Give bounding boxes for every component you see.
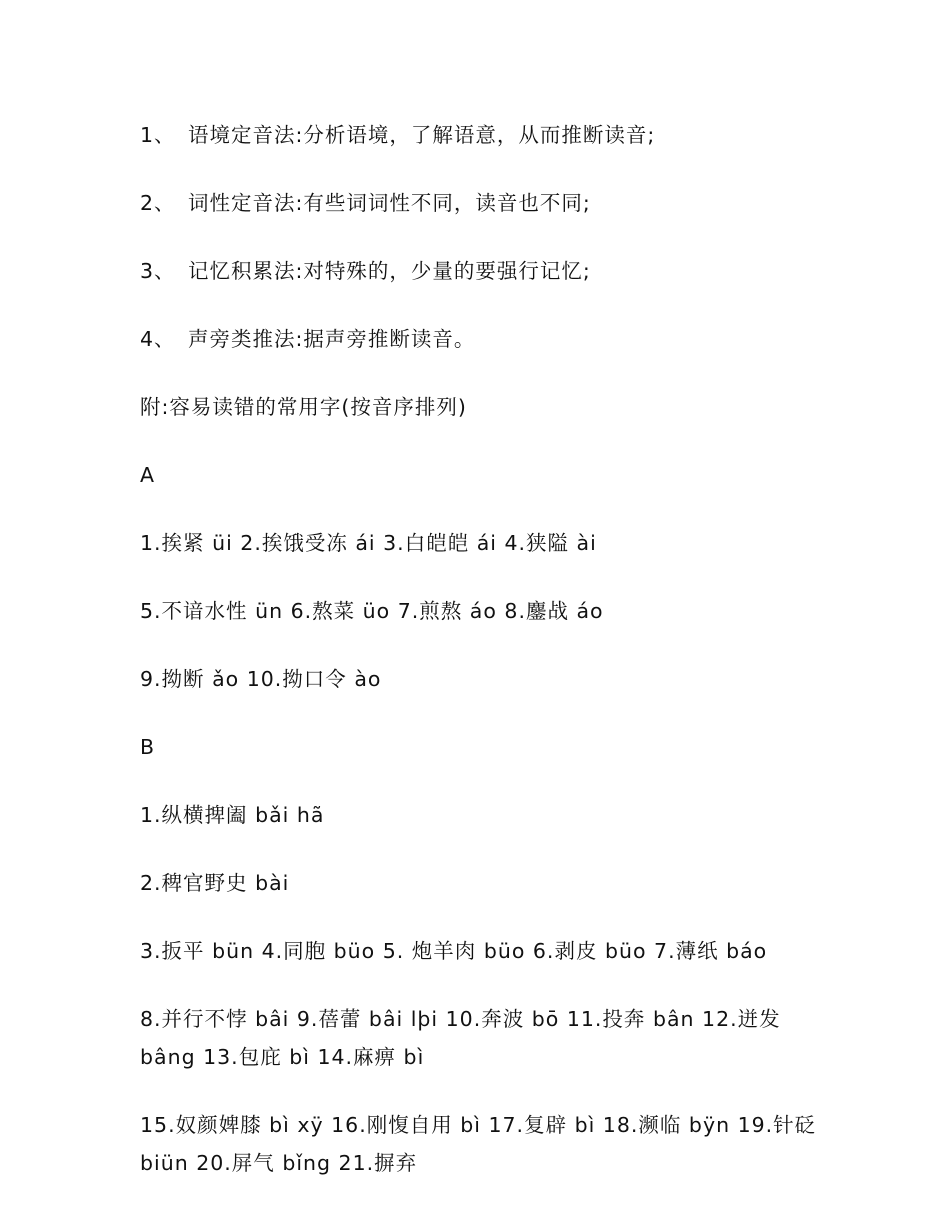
entry-line: 3.扳平 bün 4.同胞 büo 5. 炮羊肉 büo 6.剥皮 büo 7.薄纸 báo <box>140 939 768 963</box>
appendix-title: 附:容易读错的常用字(按音序排列) <box>140 395 467 419</box>
entry-line: 9.拗断 ǎo 10.拗口令 ào <box>140 667 382 691</box>
section-letter-b: B <box>140 735 156 759</box>
method-item-2 <box>140 184 820 222</box>
method-item-3 <box>140 252 820 290</box>
method-number: 3、 <box>140 259 176 283</box>
method-text: 词性定音法:有些词词性不同，读音也不同; <box>188 191 591 215</box>
method-number: 4、 <box>140 327 176 351</box>
method-text: 声旁类推法:据声旁推断读音。 <box>188 327 476 351</box>
method-item-1 <box>140 116 820 154</box>
entry-line: 2.稗官野史 bài <box>140 871 290 895</box>
entry-line: 1.挨紧 üi 2.挨饿受冻 ái 3.白皑皑 ái 4.狭隘 ài <box>140 531 597 555</box>
method-text: 语境定音法:分析语境，了解语意，从而推断读音; <box>188 123 656 147</box>
entry-line: 8.并行不悖 bâi 9.蓓蕾 bâi lþi 10.奔波 bō 11.投奔 bân 12.迸发 bâng 13.包庇 bì 14.麻痹 bì <box>140 1007 781 1069</box>
entry-line: 1.纵横捭阖 bǎi hã <box>140 803 325 827</box>
method-number: 2、 <box>140 191 176 215</box>
entry-line: 5.不谙水性 ün 6.熬菜 üo 7.煎熬 áo 8.鏖战 áo <box>140 599 604 623</box>
method-item-4 <box>140 320 820 358</box>
method-text: 记忆积累法:对特殊的，少量的要强行记忆; <box>188 259 591 283</box>
section-letter-a: A <box>140 463 156 487</box>
entry-line: 15.奴颜婢膝 bì xÿ 16.刚愎自用 bì 17.复辟 bì 18.濒临 bÿn 19.针砭 biün 20.屏气 bǐng 21.摒弃 <box>140 1113 817 1175</box>
method-number: 1、 <box>140 123 176 147</box>
document-body <box>140 116 820 1212</box>
